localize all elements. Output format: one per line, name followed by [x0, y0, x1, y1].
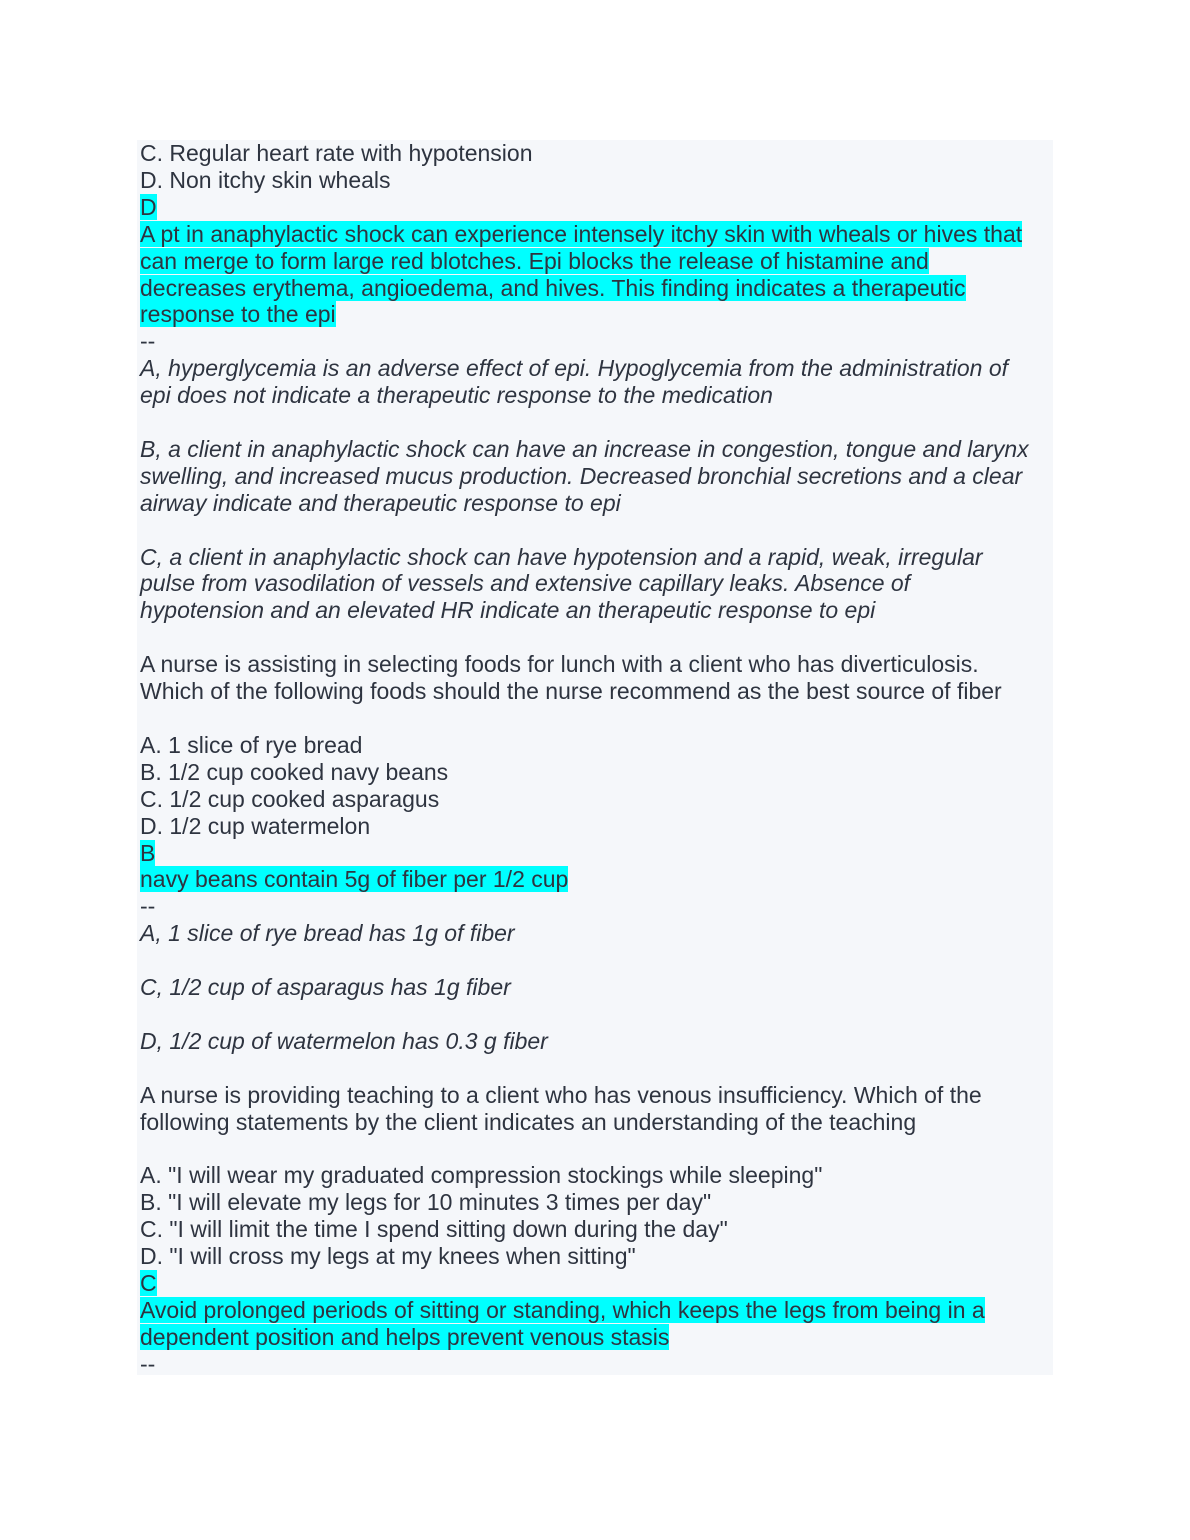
distractor-line: airway indicate and therapeutic response to epi: [140, 489, 621, 516]
spacer: [140, 517, 1053, 544]
separator: --: [140, 1350, 156, 1377]
rationale-line: navy beans contain 5g of fiber per 1/2 cup: [140, 866, 569, 893]
rationale-line: dependent position and helps prevent venous stasis: [140, 1323, 670, 1350]
distractor-line: B, a client in anaphylactic shock can have an increase in congestion, tongue and larynx: [140, 435, 1029, 462]
distractor-line: A, 1 slice of rye bread has 1g of fiber: [140, 920, 515, 947]
answer-letter: C: [140, 1269, 157, 1296]
option-a: A. "I will wear my graduated compression stockings while sleeping": [140, 1162, 823, 1189]
rationale-line: A pt in anaphylactic shock can experience intensely itchy skin with wheals or hives that: [140, 220, 1023, 247]
option-b: B. 1/2 cup cooked navy beans: [140, 758, 449, 785]
option-d: D. Non itchy skin wheals: [140, 166, 391, 193]
distractor-line: hypotension and an elevated HR indicate an therapeutic response to epi: [140, 597, 876, 624]
separator: --: [140, 328, 156, 355]
rationale-line: Avoid prolonged periods of sitting or standing, which keeps the legs from being in a: [140, 1296, 985, 1323]
spacer: [140, 705, 1053, 732]
distractor-line: swelling, and increased mucus production. Decreased bronchial secretions and a clear: [140, 462, 1023, 489]
distractor-line: epi does not indicate a therapeutic response to the medication: [140, 382, 773, 409]
distractor-line: D, 1/2 cup of watermelon has 0.3 g fiber: [140, 1027, 548, 1054]
distractor-line: C, a client in anaphylactic shock can have hypotension and a rapid, weak, irregular: [140, 543, 983, 570]
spacer: [140, 409, 1053, 436]
option-c: C. 1/2 cup cooked asparagus: [140, 785, 440, 812]
option-b: B. "I will elevate my legs for 10 minutes 3 times per day": [140, 1189, 712, 1216]
spacer: [140, 1135, 1053, 1162]
question-stem-line: Which of the following foods should the nurse recommend as the best source of fiber: [140, 678, 1002, 705]
spacer: [140, 947, 1053, 974]
separator: --: [140, 893, 156, 920]
rationale-line: can merge to form large red blotches. Epi blocks the release of histamine and: [140, 247, 929, 274]
distractor-line: C, 1/2 cup of asparagus has 1g fiber: [140, 974, 511, 1001]
distractor-line: A, hyperglycemia is an adverse effect of epi. Hypoglycemia from the administration of: [140, 355, 1009, 382]
spacer: [140, 624, 1053, 651]
option-a: A. 1 slice of rye bread: [140, 731, 363, 758]
answer-letter: B: [140, 839, 156, 866]
answer-letter: D: [140, 193, 157, 220]
option-d: D. "I will cross my legs at my knees when sitting": [140, 1243, 636, 1270]
question-stem-line: A nurse is assisting in selecting foods for lunch with a client who has diverticulosis.: [140, 651, 979, 678]
spacer: [140, 1055, 1053, 1082]
rationale-line: decreases erythema, angioedema, and hives. This finding indicates a therapeutic: [140, 274, 966, 301]
distractor-line: pulse from vasodilation of vessels and extensive capillary leaks. Absence of: [140, 570, 911, 597]
rationale-line: response to the epi: [140, 301, 336, 328]
spacer: [140, 1001, 1053, 1028]
option-c: C. "I will limit the time I spend sitting down during the day": [140, 1216, 728, 1243]
option-c: C. Regular heart rate with hypotension: [140, 140, 533, 166]
question-stem-line: following statements by the client indicates an understanding of the teaching: [140, 1108, 917, 1135]
content-block: [137, 140, 1053, 1375]
option-d: D. 1/2 cup watermelon: [140, 812, 371, 839]
content: [137, 140, 1053, 1378]
question-stem-line: A nurse is providing teaching to a client who has venous insufficiency. Which of the: [140, 1081, 982, 1108]
